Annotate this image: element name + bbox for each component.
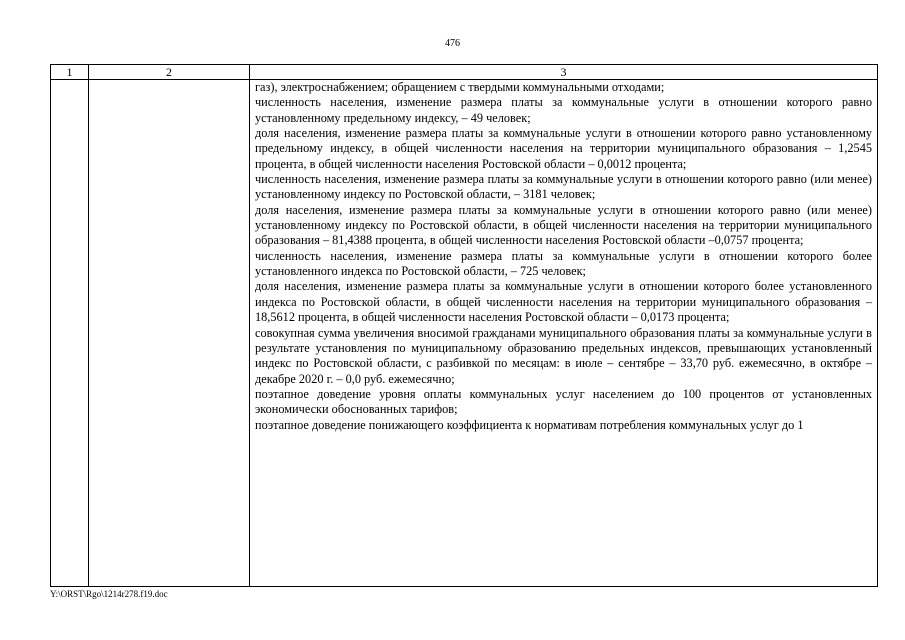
table-header-row [51,65,878,80]
paragraph-8: совокупная сумма увеличения вносимой гражданами муниципального образования платы за коммунальные услуги в результате установления по муниципальному образованию предельных индексов, превышающих установленный индекс по Ростовской области, с разбивкой по месяцам: в июле – сентябре – 33,70 руб. ежемесячно, в октябре – декабре 2020 г. – 0,0 руб. ежемесячно; [255,325,872,386]
paragraph-6: численность населения, изменение размера платы за коммунальные услуги в отношении которого более установленного индекса по Ростовской области, – 725 человек; [255,248,872,279]
column-header-3: 3 [250,65,878,80]
table-body-row [51,80,878,587]
page-number: 476 [445,38,460,49]
column-1-cell [51,80,89,587]
document-table [50,64,878,587]
paragraph-4: численность населения, изменение размера платы за коммунальные услуги в отношении которого равно (или менее) установленному индексу по Ростовской области, – 3181 человек; [255,172,872,202]
paragraph-2: численность населения, изменение размера платы за коммунальные услуги в отношении которого равно установленному предельному индексу, – 49 человек; [255,95,872,125]
column-header-2: 2 [89,65,250,80]
paragraph-1: газ), электроснабжением; обращением с твердыми коммунальными отходами; [255,80,665,94]
document-file-path: Y:\ORST\Rgo\1214r278.f19.doc [50,589,168,599]
paragraph-10: поэтапное доведение понижающего коэффициента к нормативам потребления коммунальных услуг до 1 [255,417,804,432]
paragraph-7: доля населения, изменение размера платы за коммунальные услуги в отношении которого более установленного индекса по Ростовской области, в общей численности населения на территории муниципального образования – 18,5612 процента, в общей численности населения Ростовской области – 0,0173 процента; [255,279,872,325]
column-header-1: 1 [51,65,89,80]
paragraph-9: поэтапное доведение уровня оплаты коммунальных услуг населением до 100 процентов от установленных экономически обоснованных тарифов; [255,386,872,417]
column-2-cell [89,80,250,587]
paragraph-3: доля населения, изменение размера платы за коммунальные услуги в отношении которого равно установленному предельному индексу, в общей численности населения на территории муниципального образования – 1,2545 процента, в общей численности населения Ростовской области – 0,0012 процента; [255,126,872,171]
paragraph-5: доля населения, изменение размера платы за коммунальные услуги в отношении которого равно (или менее) установленному индексу по Ростовской области, в общей численности населения на территории муниципального образования – 81,4388 процента, в общей численности населения Ростовской области –0,0757 процента; [255,202,872,248]
column-3-content [250,80,878,587]
